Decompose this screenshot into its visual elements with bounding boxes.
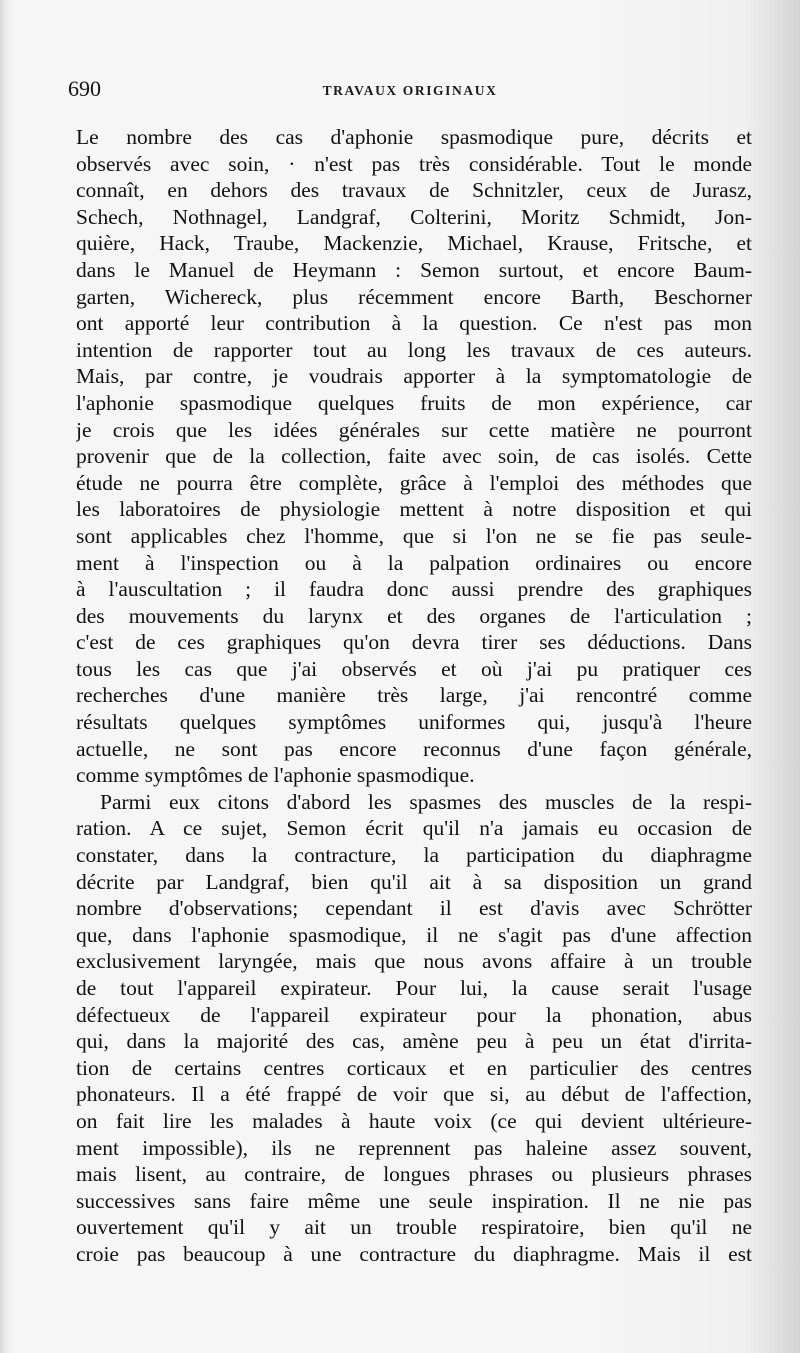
text-line: observés avec soin, · n'est pas très considérable. Tout le monde <box>76 151 752 176</box>
text-line: exclusivement laryngée, mais que nous avons affaire à un trouble <box>76 949 752 974</box>
text-line: défectueux de l'appareil expirateur pour la phonation, abus <box>76 1002 752 1027</box>
text-line: sont applicables chez l'homme, que si l'on ne se fie pas seule- <box>76 523 752 548</box>
text-line: phonateurs. Il a été frappé de voir que si, au début de l'affection, <box>76 1082 752 1107</box>
text-line: je crois que les idées générales sur cette matière ne pourront <box>76 417 752 442</box>
text-line: l'aphonie spasmodique quelques fruits de mon expérience, car <box>76 390 752 415</box>
text-line: ment impossible), ils ne reprennent pas haleine assez souvent, <box>76 1135 752 1160</box>
body-text <box>76 124 752 1268</box>
text-line: provenir que de la collection, faite avec soin, de cas isolés. Cette <box>76 444 752 469</box>
text-line: que, dans l'aphonie spasmodique, il ne s'agit pas d'une affection <box>76 922 752 947</box>
text-line: on fait lire les malades à haute voix (ce qui devient ultérieure- <box>76 1108 752 1133</box>
text-line: ment à l'inspection ou à la palpation ordinaires ou encore <box>76 550 752 575</box>
text-line: constater, dans la contracture, la participation du diaphragme <box>76 843 752 868</box>
text-line: croie pas beaucoup à une contracture du diaphragme. Mais il est <box>76 1241 752 1266</box>
text-line: les laboratoires de physiologie mettent à notre disposition et qui <box>76 497 752 522</box>
text-line: Schech, Nothnagel, Landgraf, Colterini, Moritz Schmidt, Jon- <box>76 204 752 229</box>
text-line: connaît, en dehors des travaux de Schnitzler, ceux de Jurasz, <box>76 178 752 203</box>
text-line: à l'auscultation ; il faudra donc aussi prendre des graphiques <box>76 577 752 602</box>
text-line: tion de certains centres corticaux et en particulier des centres <box>76 1055 752 1080</box>
text-line: décrite par Landgraf, bien qu'il ait à sa disposition un grand <box>76 869 752 894</box>
text-line: dans le Manuel de Heymann : Semon surtout, et encore Baum- <box>76 257 752 282</box>
text-line: intention de rapporter tout au long les travaux de ces auteurs. <box>76 337 752 362</box>
text-line: quière, Hack, Traube, Mackenzie, Michael, Krause, Fritsche, et <box>76 231 752 256</box>
text-line: des mouvements du larynx et des organes de l'articulation ; <box>76 603 752 628</box>
text-line: tous les cas que j'ai observés et où j'ai pu pratiquer ces <box>76 656 752 681</box>
text-line: recherches d'une manière très large, j'ai rencontré comme <box>76 683 752 708</box>
text-line: mais lisent, au contraire, de longues phrases ou plusieurs phrases <box>76 1162 752 1187</box>
text-line: Le nombre des cas d'aphonie spasmodique pure, décrits et <box>76 125 752 149</box>
text-line: résultats quelques symptômes uniformes qui, jusqu'à l'heure <box>76 710 752 735</box>
text-line: de tout l'appareil expirateur. Pour lui, la cause serait l'usage <box>76 976 752 1000</box>
paragraph <box>76 124 752 789</box>
paragraph <box>76 789 752 1268</box>
page-number: 690 <box>68 76 101 101</box>
text-line: c'est de ces graphiques qu'on devra tirer ses déductions. Dans <box>76 630 752 655</box>
text-line: comme symptômes de l'aphonie spasmodique. <box>76 763 475 788</box>
text-line: Mais, par contre, je voudrais apporter à la symptomatologie de <box>76 364 752 389</box>
text-line: étude ne pourra être complète, grâce à l'emploi des méthodes que <box>76 470 752 495</box>
running-head: TRAVAUX ORIGINAUX <box>322 83 498 98</box>
page-header <box>68 76 752 106</box>
text-line: garten, Wichereck, plus récemment encore Barth, Beschorner <box>76 284 752 309</box>
text-line: ration. A ce sujet, Semon écrit qu'il n'a jamais eu occasion de <box>76 816 752 841</box>
text-line: successives sans faire même une seule inspiration. Il ne nie pas <box>76 1188 752 1213</box>
text-line: ont apporté leur contribution à la question. Ce n'est pas mon <box>76 311 752 336</box>
text-line: nombre d'observations; cependant il est d'avis avec Schrötter <box>76 896 752 921</box>
text-line: actuelle, ne sont pas encore reconnus d'une façon générale, <box>76 736 752 761</box>
text-line: Parmi eux citons d'abord les spasmes des muscles de la respi- <box>100 789 752 814</box>
text-line: qui, dans la majorité des cas, amène peu à peu un état d'irrita- <box>76 1029 752 1054</box>
paragraph-container <box>76 124 752 1268</box>
text-line: ouvertement qu'il y ait un trouble respiratoire, bien qu'il ne <box>76 1215 752 1240</box>
